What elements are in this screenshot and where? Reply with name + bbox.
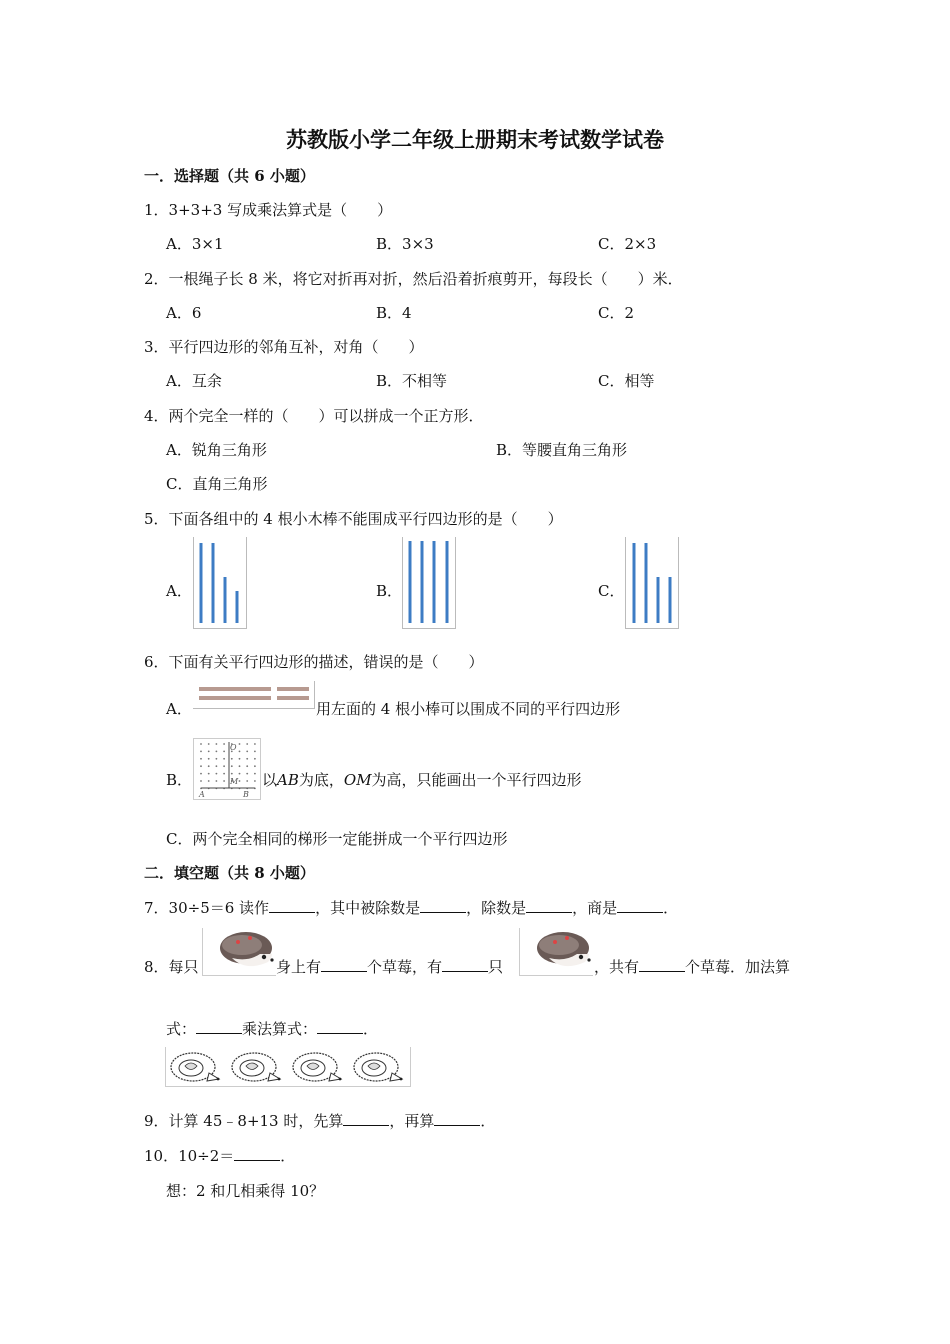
q3-option-a: A．互余 bbox=[166, 372, 222, 390]
grid-dot bbox=[246, 743, 248, 745]
page-title: 苏教版小学二年级上册期末考试数学试卷 bbox=[286, 127, 664, 152]
q6-option-b-text bbox=[262, 769, 582, 790]
grid-dot bbox=[208, 780, 210, 782]
grid-dot bbox=[231, 773, 233, 775]
point-o-label: O bbox=[230, 743, 237, 752]
q9-text-1: 9．计算 45﹣8+13 时，先算 bbox=[144, 1112, 344, 1130]
grid-dot bbox=[239, 751, 241, 753]
point-a-label: A bbox=[199, 790, 205, 799]
q7-text-1: 7．30÷5＝6 读作 bbox=[144, 899, 270, 917]
question-8-line2 bbox=[166, 1018, 378, 1039]
grid-dot bbox=[246, 751, 248, 753]
q8-text-6: 个草莓．加法算 bbox=[685, 958, 791, 976]
grid-dot bbox=[216, 751, 218, 753]
grid-dot bbox=[223, 780, 225, 782]
sticks-figure-a bbox=[193, 537, 247, 633]
grid-dot bbox=[223, 751, 225, 753]
q8-text-5: ，共有 bbox=[594, 958, 640, 976]
q7-blank-dividend[interactable] bbox=[420, 898, 466, 913]
question-9 bbox=[144, 1110, 495, 1131]
question-4: 4．两个完全一样的（ ）可以拼成一个正方形． bbox=[144, 407, 484, 425]
grid-dot bbox=[254, 751, 256, 753]
q7-blank-quotient[interactable] bbox=[617, 898, 663, 913]
grid-dot bbox=[254, 743, 256, 745]
q6-b-text-pre: 以 bbox=[262, 771, 278, 789]
grid-dot bbox=[254, 773, 256, 775]
q5-option-b: B． bbox=[376, 582, 403, 600]
q7-blank-read[interactable] bbox=[269, 898, 315, 913]
grid-dot bbox=[223, 743, 225, 745]
q5-option-c: C． bbox=[598, 582, 625, 600]
question-2: 2．一根绳子长 8 米，将它对折再对折，然后沿着折痕剪开，每段长（ ）米． bbox=[144, 270, 683, 288]
grid-dot bbox=[200, 780, 202, 782]
grid-dot bbox=[239, 758, 241, 760]
grid-dot bbox=[200, 773, 202, 775]
q8-blank-addition[interactable] bbox=[196, 1019, 242, 1034]
q8-blank-multiplication[interactable] bbox=[317, 1019, 363, 1034]
question-8-line1-end bbox=[594, 956, 790, 977]
q6-option-c: C．两个完全相同的梯形一定能拼成一个平行四边形 bbox=[166, 830, 508, 848]
q6-b-text-post: 为高，只能画出一个平行四边形 bbox=[371, 771, 582, 789]
hedgehogs-row-figure bbox=[165, 1047, 411, 1091]
grid-dot bbox=[200, 758, 202, 760]
hedgehog-icon bbox=[202, 928, 276, 980]
grid-dot bbox=[208, 773, 210, 775]
q8-blank-total[interactable] bbox=[639, 957, 685, 972]
grid-dot bbox=[200, 751, 202, 753]
question-7 bbox=[144, 897, 678, 918]
section-heading-choice: 一．选择题（共 6 小题） bbox=[144, 167, 315, 185]
point-b-label: B bbox=[243, 790, 249, 799]
q9-text-3: ． bbox=[480, 1112, 496, 1130]
grid-dot bbox=[254, 758, 256, 760]
dot-grid-figure bbox=[193, 738, 261, 804]
grid-dot bbox=[246, 780, 248, 782]
grid-dot bbox=[254, 765, 256, 767]
grid-dot bbox=[208, 765, 210, 767]
grid-dot bbox=[208, 758, 210, 760]
question-10 bbox=[144, 1145, 295, 1166]
outline-hedgehog-icon bbox=[354, 1053, 402, 1081]
grid-dot bbox=[239, 780, 241, 782]
q7-text-2: ，其中被除数是 bbox=[315, 899, 421, 917]
q8-text-add: 式： bbox=[166, 1020, 197, 1038]
question-8-line1 bbox=[276, 956, 503, 977]
q1-option-a: A．3×1 bbox=[166, 235, 224, 253]
q2-option-a: A．6 bbox=[166, 304, 202, 322]
grid-dot bbox=[254, 780, 256, 782]
grid-dot bbox=[223, 758, 225, 760]
grid-dot bbox=[200, 743, 202, 745]
grid-dot bbox=[246, 765, 248, 767]
q8-text-4: 只 bbox=[488, 958, 504, 976]
grid-dot bbox=[200, 765, 202, 767]
q9-blank-first[interactable] bbox=[343, 1111, 389, 1126]
q10-text-1: 10．10÷2＝ bbox=[144, 1147, 235, 1165]
q3-option-b: B．不相等 bbox=[376, 372, 448, 390]
q4-option-b: B．等腰直角三角形 bbox=[496, 441, 628, 459]
outline-hedgehog-icon bbox=[232, 1053, 280, 1081]
q5-option-a: A． bbox=[166, 582, 192, 600]
q2-option-b: B．4 bbox=[376, 304, 412, 322]
q8-text-1: 8．每只 bbox=[144, 958, 199, 976]
q8-text-2: 身上有 bbox=[276, 958, 322, 976]
q6-b-text-mid: 为底， bbox=[298, 771, 344, 789]
q10-text-2: ． bbox=[280, 1147, 296, 1165]
q8-text-mult: 乘法算式： bbox=[242, 1020, 318, 1038]
q6-option-b-label: B． bbox=[166, 771, 193, 789]
q7-text-4: ，商是 bbox=[572, 899, 618, 917]
q10-blank-answer[interactable] bbox=[234, 1146, 280, 1161]
grid-dot bbox=[208, 751, 210, 753]
q3-option-c: C．相等 bbox=[598, 372, 655, 390]
grid-dot bbox=[216, 765, 218, 767]
q6-option-a-text: 用左面的 4 根小棒可以围成不同的平行四边形 bbox=[316, 700, 621, 718]
q8-blank-count[interactable] bbox=[442, 957, 488, 972]
question-3: 3．平行四边形的邻角互补，对角（ ） bbox=[144, 338, 424, 356]
outline-hedgehog-icon bbox=[171, 1053, 219, 1081]
q6-option-a-label: A． bbox=[166, 700, 192, 718]
grid-dot bbox=[216, 743, 218, 745]
section-heading-fill: 二．填空题（共 8 小题） bbox=[144, 864, 315, 882]
q8-blank-each[interactable] bbox=[321, 957, 367, 972]
grid-dot bbox=[246, 758, 248, 760]
q4-option-c: C．直角三角形 bbox=[166, 475, 268, 493]
q9-text-2: ，再算 bbox=[389, 1112, 435, 1130]
sticks-figure-c bbox=[625, 537, 679, 633]
grid-dot bbox=[239, 773, 241, 775]
grid-dot bbox=[216, 758, 218, 760]
q7-text-3: ，除数是 bbox=[466, 899, 527, 917]
grid-dot bbox=[223, 765, 225, 767]
grid-dot bbox=[216, 780, 218, 782]
q8-text-end: ． bbox=[363, 1020, 379, 1038]
grid-dot bbox=[239, 743, 241, 745]
q1-option-c: C．2×3 bbox=[598, 235, 657, 253]
q6-b-segment-om: OM bbox=[343, 771, 372, 789]
point-m-label: M bbox=[230, 777, 239, 786]
q7-text-5: ． bbox=[663, 899, 679, 917]
question-1: 1．3+3+3 写成乘法算式是（ ） bbox=[144, 201, 393, 219]
outline-hedgehog-icon bbox=[293, 1053, 341, 1081]
sticks-figure-b bbox=[402, 537, 456, 633]
q9-blank-second[interactable] bbox=[434, 1111, 480, 1126]
question-6: 6．下面有关平行四边形的描述，错误的是（ ） bbox=[144, 653, 484, 671]
sticks-horizontal-figure bbox=[193, 681, 315, 713]
hedgehog-icon-2 bbox=[519, 928, 593, 980]
q8-text-3: 个草莓，有 bbox=[367, 958, 443, 976]
grid-dot bbox=[216, 773, 218, 775]
question-5: 5．下面各组中的 4 根小木棒不能围成平行四边形的是（ ） bbox=[144, 510, 563, 528]
q2-option-c: C．2 bbox=[598, 304, 635, 322]
q7-blank-divisor[interactable] bbox=[526, 898, 572, 913]
grid-dot bbox=[231, 765, 233, 767]
q1-option-b: B．3×3 bbox=[376, 235, 434, 253]
q10-hint: 想：2 和几相乘得 10？ bbox=[166, 1182, 325, 1200]
grid-dot bbox=[223, 773, 225, 775]
grid-dot bbox=[246, 773, 248, 775]
q4-option-a: A．锐角三角形 bbox=[166, 441, 267, 459]
q6-b-segment-ab: AB bbox=[277, 771, 299, 789]
grid-dot bbox=[239, 765, 241, 767]
grid-dot bbox=[208, 743, 210, 745]
grid-dot bbox=[231, 758, 233, 760]
